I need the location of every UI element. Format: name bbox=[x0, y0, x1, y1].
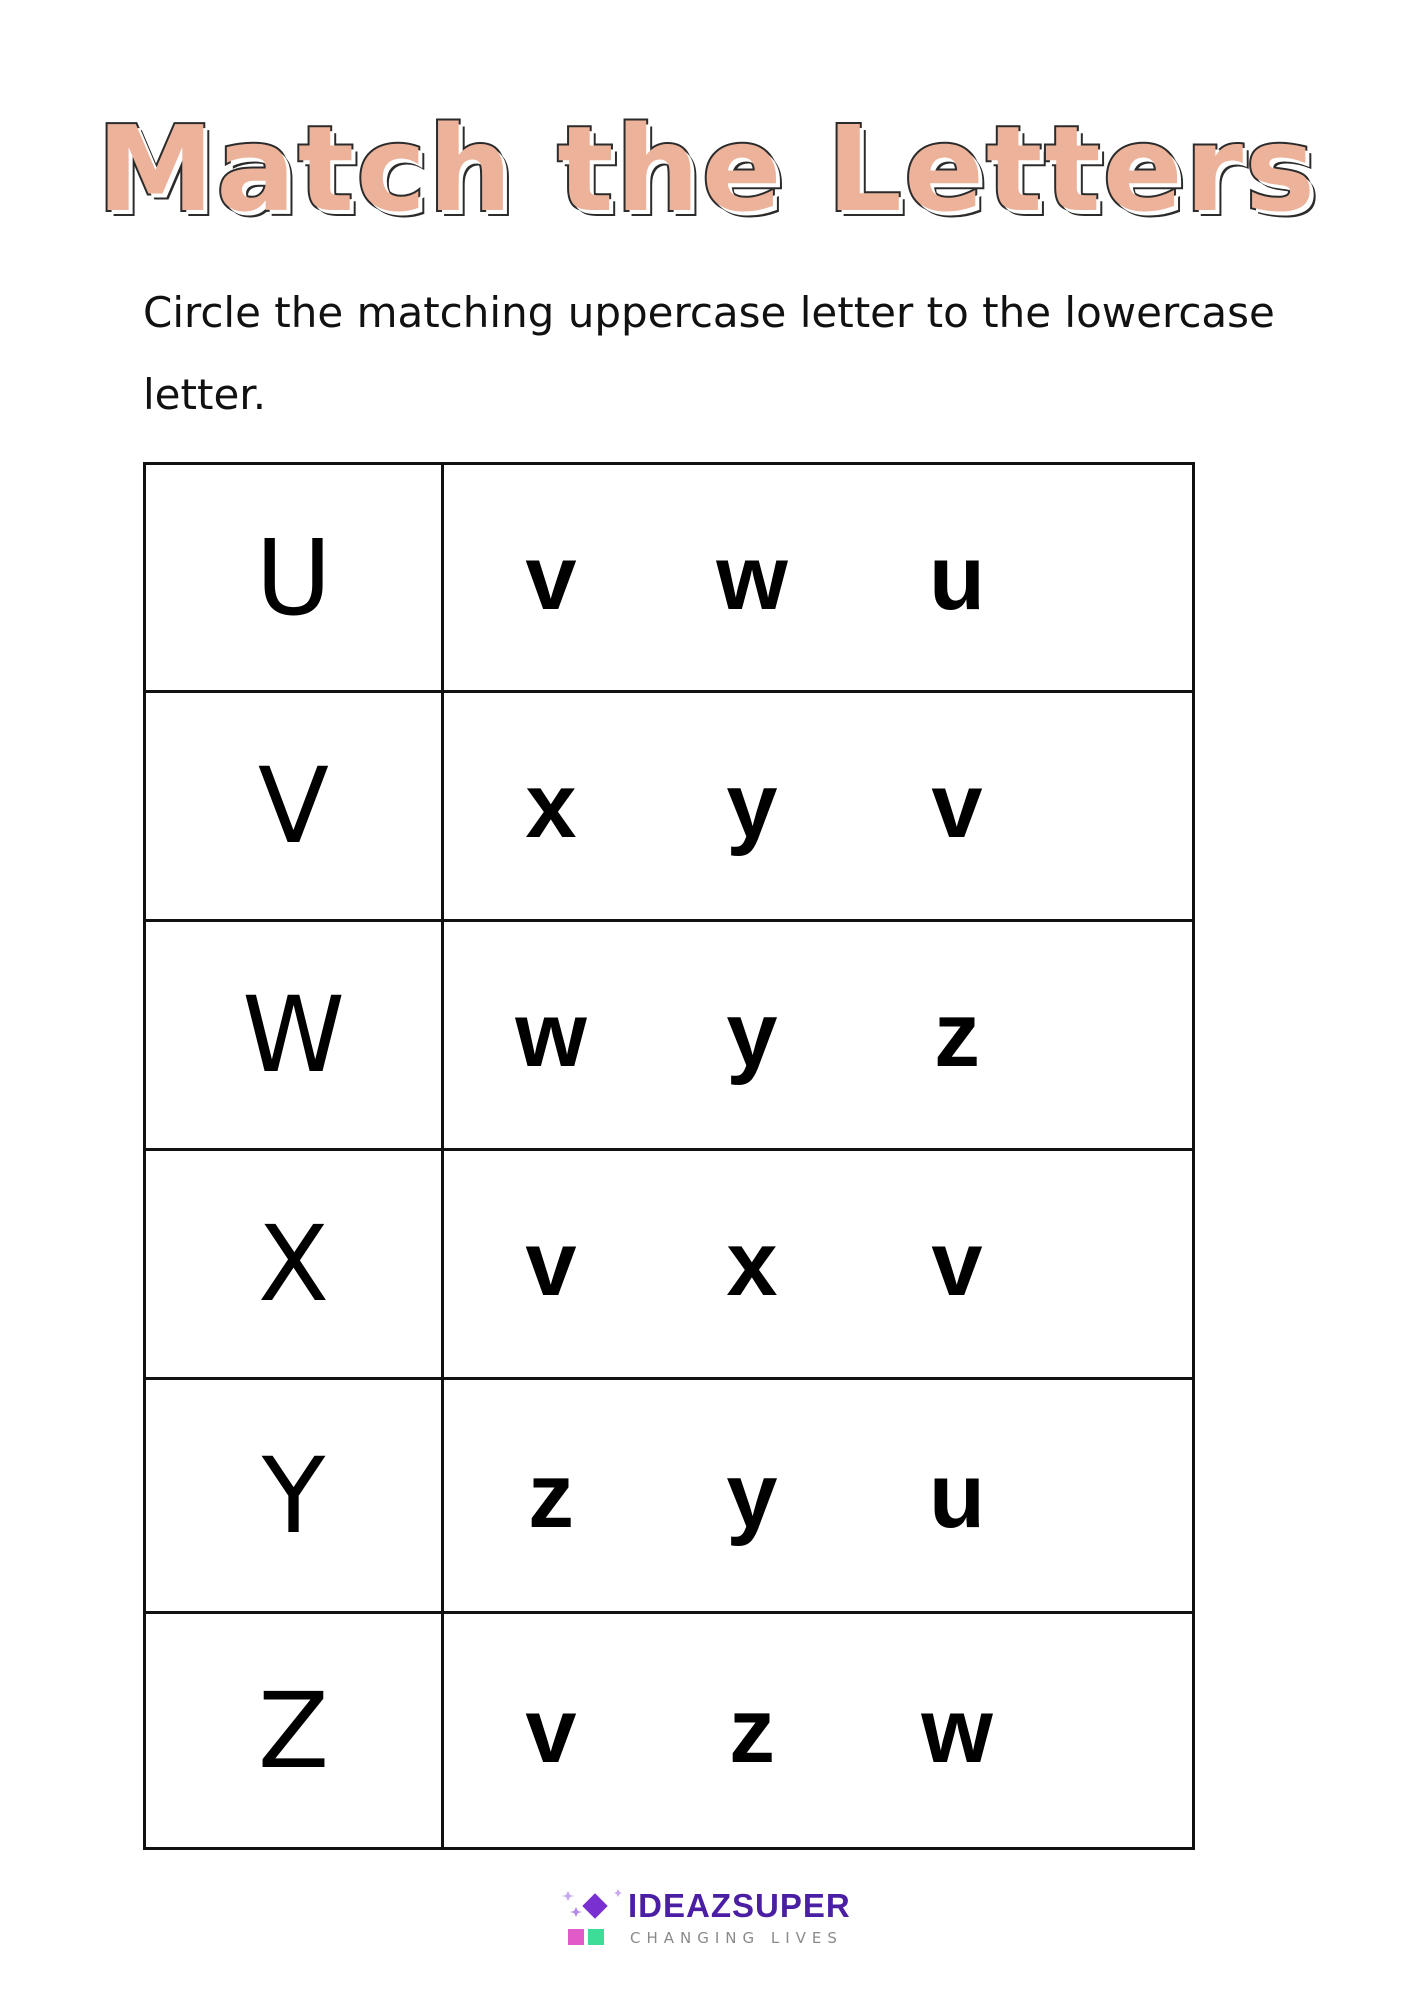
uppercase-letter: X bbox=[145, 1150, 443, 1379]
uppercase-letter: U bbox=[145, 464, 443, 692]
choice-letter[interactable]: x bbox=[525, 755, 577, 857]
choices-cell bbox=[443, 464, 1194, 692]
choice-letter[interactable]: u bbox=[928, 1444, 986, 1547]
table-row bbox=[145, 1613, 1194, 1849]
choices-cell bbox=[443, 921, 1194, 1150]
uppercase-letter: Z bbox=[145, 1613, 443, 1849]
choice-letter[interactable]: z bbox=[528, 1444, 574, 1547]
choice-letter[interactable]: v bbox=[931, 1213, 983, 1315]
logo-mark-icon bbox=[560, 1885, 624, 1949]
uppercase-letter: W bbox=[145, 921, 443, 1150]
uppercase-letter: Y bbox=[145, 1379, 443, 1613]
choice-letter[interactable]: u bbox=[928, 526, 986, 629]
choice-letter[interactable]: w bbox=[921, 1679, 993, 1782]
choices-cell bbox=[443, 1150, 1194, 1379]
choice-letter[interactable]: z bbox=[934, 984, 980, 1086]
table-row bbox=[145, 921, 1194, 1150]
choice-letter[interactable]: v bbox=[931, 755, 983, 857]
table-row bbox=[145, 464, 1194, 692]
choice-letter[interactable]: w bbox=[515, 984, 587, 1086]
choices-cell bbox=[443, 1379, 1194, 1613]
choice-letter[interactable]: v bbox=[525, 1679, 577, 1782]
choice-letter[interactable]: y bbox=[726, 984, 778, 1086]
worksheet-title: Match the Letters bbox=[96, 100, 1318, 238]
table-row bbox=[145, 1379, 1194, 1613]
choice-letter[interactable]: x bbox=[726, 1213, 778, 1315]
brand-logo bbox=[560, 1885, 880, 1955]
table-row bbox=[145, 1150, 1194, 1379]
uppercase-letter: V bbox=[145, 692, 443, 921]
choice-letter[interactable]: w bbox=[716, 526, 788, 629]
choices-cell bbox=[443, 692, 1194, 921]
letter-match-table bbox=[143, 462, 1195, 1850]
choice-letter[interactable]: y bbox=[726, 1444, 778, 1547]
choice-letter[interactable]: v bbox=[525, 1213, 577, 1315]
table-row bbox=[145, 692, 1194, 921]
instructions-text: Circle the matching uppercase letter to the lowercase letter. bbox=[143, 288, 1275, 419]
choices-cell bbox=[443, 1613, 1194, 1849]
choice-letter[interactable]: z bbox=[729, 1679, 775, 1782]
choice-letter[interactable]: v bbox=[525, 526, 577, 629]
logo-name: IDEAZSUPER bbox=[628, 1887, 851, 1924]
logo-tagline: CHANGING LIVES bbox=[630, 1929, 843, 1947]
choice-letter[interactable]: y bbox=[726, 755, 778, 857]
